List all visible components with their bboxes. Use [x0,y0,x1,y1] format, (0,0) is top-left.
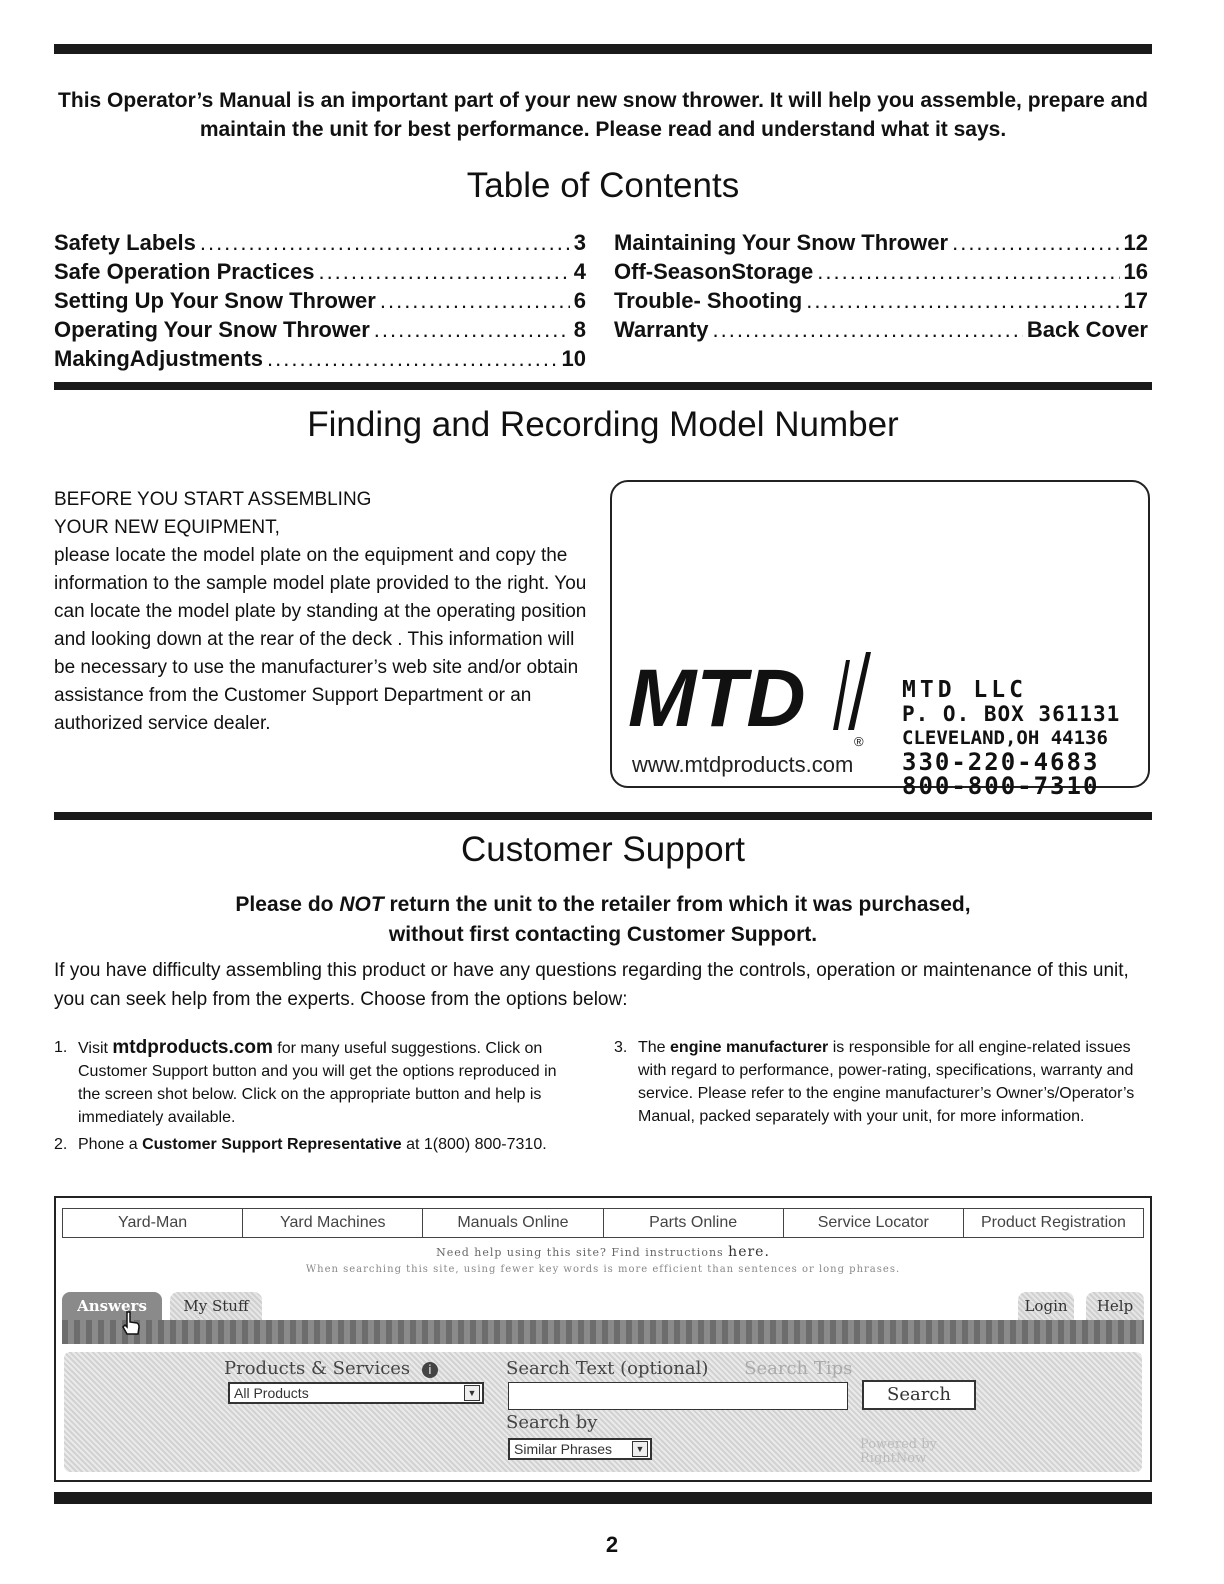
support-options-left [54,1036,574,1160]
toc-page: 16 [1123,259,1148,284]
nav-parts-online[interactable]: Parts Online [603,1208,783,1238]
toc-label: MakingAdjustments [54,346,264,371]
search-tip-line: When searching this site, using fewer key words is more efficient than sentences or long phrases. [305,1264,901,1275]
toc-title: Table of Contents [466,166,740,205]
list-number: 1. [54,1039,68,1056]
toc-page: 12 [1123,230,1148,255]
section-rule [54,382,1152,390]
mtd-logo-text: MTD [628,653,806,744]
toc-label: Safe Operation Practices [54,259,315,284]
warning-emphasis: NOT [339,893,384,916]
mtdproducts-link[interactable]: mtdproducts.com [112,1037,273,1058]
po-box: P. O. BOX 361131 [902,702,1121,726]
toc-entry[interactable] [54,286,586,315]
chevron-down-icon: ▼ [464,1385,480,1401]
search-panel [64,1352,1142,1472]
toc-page: 4 [573,259,586,284]
list-bold: Customer Support Representative [142,1136,402,1153]
products-select-value: All Products [234,1385,309,1401]
toc-page: 17 [1123,288,1148,313]
site-nav [62,1208,1144,1238]
toc-entry[interactable] [54,344,586,373]
search-tips-link[interactable]: Search Tips [744,1358,853,1379]
toc-label: Operating Your Snow Thrower [54,317,370,342]
tab-answers[interactable] [62,1292,162,1320]
toc-entry[interactable] [54,257,586,286]
phone-number-1: 330-220-4683 [902,748,1100,776]
search-text-label [506,1358,852,1379]
list-text: at 1(800) 800-7310. [401,1136,547,1153]
bottom-rule [54,1492,1152,1504]
support-title: Customer Support [460,830,746,869]
company-name: MTD LLC [902,677,1027,703]
search-button[interactable]: Search [862,1380,976,1410]
website-text: www.mtdproducts.com [632,752,854,777]
list-number: 3. [614,1039,628,1056]
search-by-select[interactable] [508,1438,652,1460]
list-text: The [638,1039,671,1056]
help-button[interactable]: Help [1086,1292,1144,1320]
before-line-1: BEFORE YOU START ASSEMBLING [54,489,372,510]
nav-product-registration[interactable]: Product Registration [963,1208,1144,1238]
plate-address [902,678,1120,798]
products-services-label [224,1358,438,1379]
list-text: is responsible for all engine-related issues with regard to performance, power-rating, specifications, warranty and service. Please refer to the engine manufacturer’s Owner’s/Operator’s Manual, packed separately with your unit, for more information. [638,1039,1135,1125]
logo-stroke [848,652,871,730]
model-instructions [54,486,589,738]
website-screenshot [54,1196,1152,1482]
toc-entry[interactable] [54,228,586,257]
search-by-value: Similar Phrases [514,1441,613,1457]
toc-label: Off-SeasonStorage [614,259,814,284]
toc-entry[interactable] [614,315,1148,344]
registered-mark: ® [854,734,864,748]
toc-page: 3 [573,230,586,255]
support-paragraph: If you have difficulty assembling this product or have any questions regarding the controls, operation or maintenance of this unit, you can seek help from the experts. Choose from the options below: [54,960,1129,1010]
toc-label: Safety Labels [54,230,196,255]
city-state: CLEVELAND,OH 44136 [902,727,1108,749]
toc-label: Trouble- Shooting [614,288,803,313]
toc-right-column [614,228,1148,344]
toc-entry[interactable] [614,257,1148,286]
nav-manuals-online[interactable]: Manuals Online [422,1208,602,1238]
logo-stroke [833,660,850,730]
model-title: Finding and Recording Model Number [307,405,899,444]
info-icon[interactable]: i [422,1362,438,1378]
sample-model-plate [610,480,1150,800]
toc-entry[interactable] [614,286,1148,315]
list-text: Phone a [78,1136,143,1153]
top-rule [54,44,1152,54]
warning-text: Please do [235,893,340,916]
support-warning [54,890,1152,950]
list-text: Visit [78,1040,113,1057]
list-number: 2. [54,1136,68,1153]
help-text: Need help using this site? Find instructions [436,1246,729,1259]
list-bold: engine manufacturer [670,1039,829,1056]
login-button[interactable]: Login [1018,1292,1074,1320]
search-text-label-text: Search Text (optional) [506,1358,709,1379]
section-rule [54,812,1152,820]
chevron-down-icon: ▼ [632,1441,648,1457]
help-here-link[interactable]: here. [728,1244,770,1260]
toc-page: 6 [573,288,586,313]
page-number: 2 [605,1532,619,1557]
list-item [614,1036,1150,1128]
search-input[interactable] [508,1382,848,1410]
search-by-label: Search by [506,1412,598,1433]
tab-strip [62,1320,1144,1344]
tab-bar [62,1292,1144,1320]
before-line-2: YOUR NEW EQUIPMENT, [54,517,280,538]
phone-number-2: 800-800-7310 [902,772,1100,800]
toc-label: Maintaining Your Snow Thrower [614,230,949,255]
list-item [54,1133,574,1156]
toc-entry[interactable] [614,228,1148,257]
toc-label: Warranty [614,317,709,342]
toc-left-column [54,228,586,373]
products-select[interactable] [228,1382,484,1404]
toc-page: Back Cover [1026,317,1148,342]
support-options-right [614,1036,1150,1132]
nav-yard-man[interactable]: Yard-Man [62,1208,242,1238]
list-item [54,1036,574,1129]
warning-text: return the unit to the retailer from which it was purchased, [383,893,971,916]
toc-page: 10 [561,346,586,371]
mtd-logo [628,652,898,748]
nav-yard-machines[interactable]: Yard Machines [242,1208,422,1238]
powered-by-rightnow: Powered by RightNow [860,1437,937,1466]
nav-service-locator[interactable]: Service Locator [783,1208,963,1238]
warning-text: without first contacting Customer Support. [388,923,818,946]
tab-answers-label: Answers [77,1297,147,1315]
list-text: for many useful suggestions. Click on Customer Support button and you will get the options reproduced in the screen shot below. Click on the appropriate button and help is immediately available. [78,1040,557,1126]
intro-text: This Operator’s Manual is an important part of your new snow thrower. It will help you assemble, prepare and maintain the unit for best performance. Please read and understand what it says. [58,89,1148,141]
toc-label: Setting Up Your Snow Thrower [54,288,376,313]
hand-cursor-icon [120,1310,142,1336]
products-label-text: Products & Services [224,1358,411,1379]
model-body: please locate the model plate on the equipment and copy the information to the sample model plate provided to the right. You can locate the model plate by standing at the operating position and looking down at the rear of the deck . This information will be necessary to use the manufacturer’s web site and/or obtain assistance from the Customer Support Department or an authorized service dealer. [54,545,587,734]
tab-my-stuff[interactable]: My Stuff [170,1292,262,1320]
toc-page: 8 [573,317,586,342]
toc-entry[interactable] [54,315,586,344]
help-line [56,1244,1150,1260]
